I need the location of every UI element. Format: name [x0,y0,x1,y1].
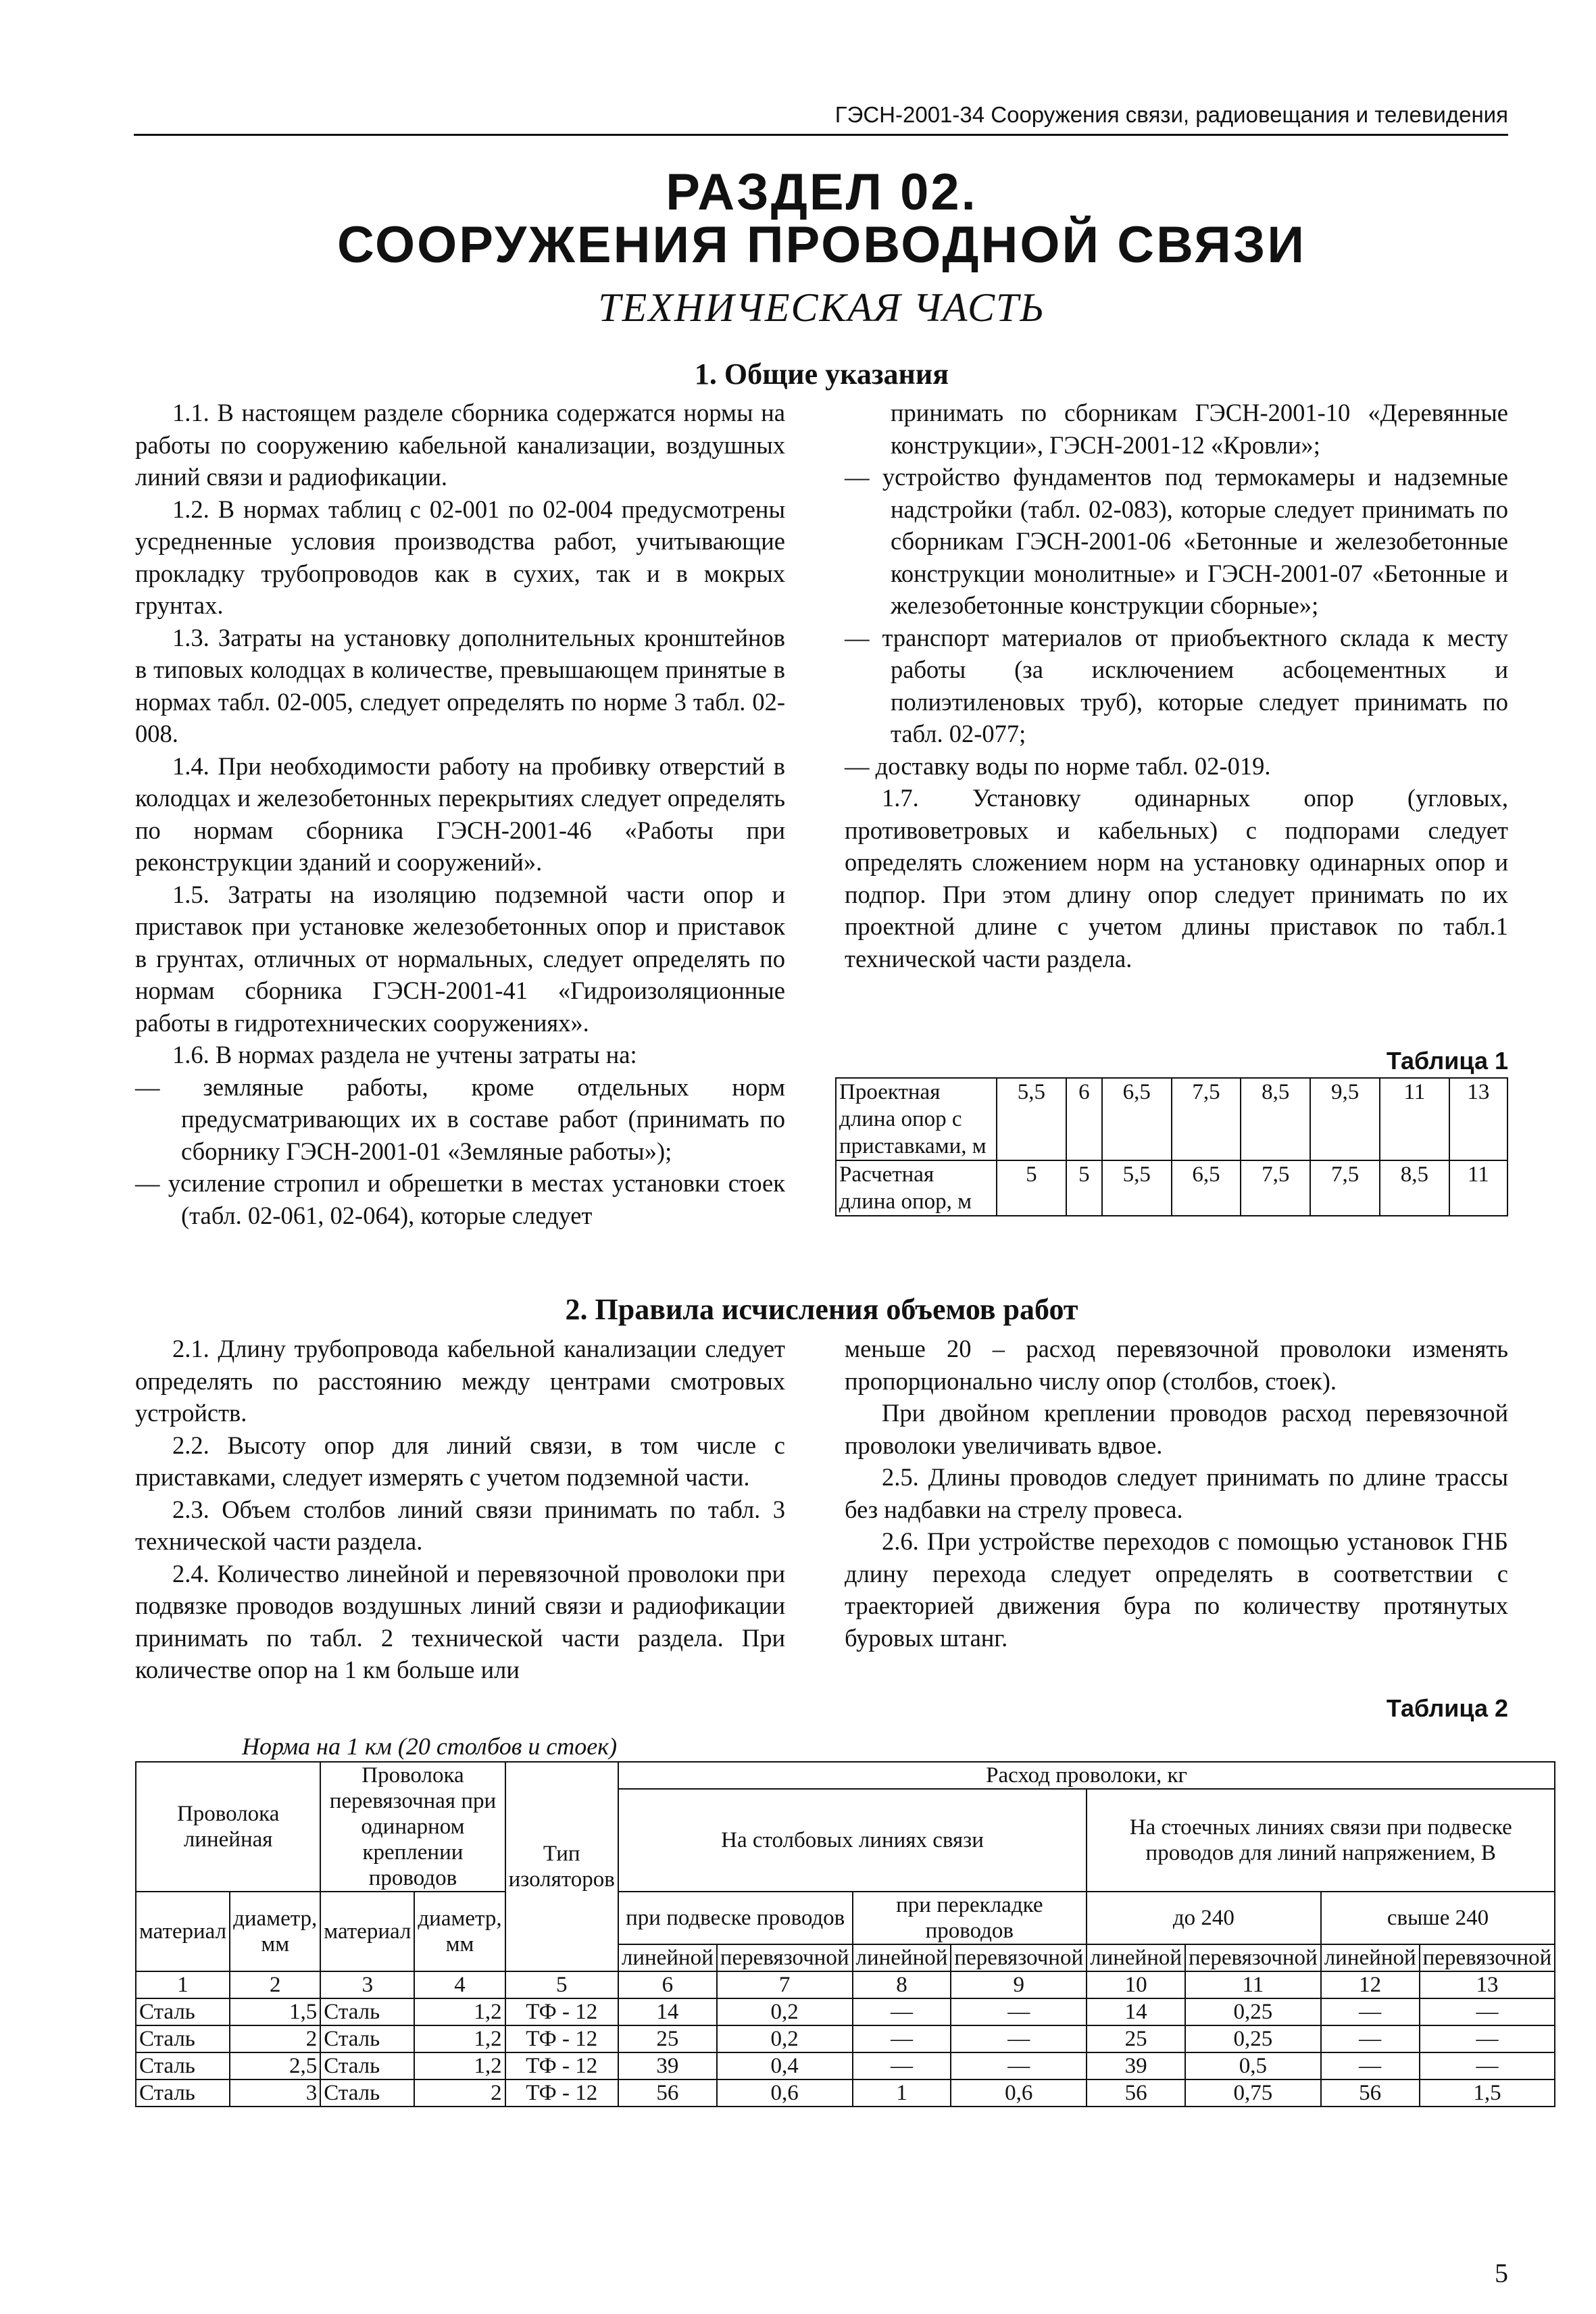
table-cell: 0,4 [717,2052,853,2079]
table-cell: 0,6 [717,2079,853,2107]
table-cell: 56 [1087,2079,1185,2107]
table-cell: Сталь [320,2025,414,2052]
table-cell: 0,75 [1185,2079,1321,2107]
table-cell: Сталь [320,2079,414,2107]
table1-cell: 5 [997,1160,1066,1216]
table-cell: 2 [230,2025,320,2052]
paragraph-1-7: 1.7. Установку одинарных опор (угловых, противоветровых и кабельных) с подпорами следует определять сложением норм на установку одинарных опор и подпор. При этом длину опор следует принимать по их проектной длине с учетом длины приставок по табл.1 технической части раздела. [845,784,1508,973]
table-cell: — [1321,1998,1420,2025]
table-cell: 14 [618,1998,717,2025]
table1-cell: 8,5 [1380,1160,1449,1216]
table-cell: 0,5 [1185,2052,1321,2079]
table-cell: 1,2 [414,2052,505,2079]
paragraph-2-4: 2.4. Количество линейной и перевязочной проволоки при подвязке проводов воздушных линий связи и радиофикации принимать по табл. 2 технической части раздела. При количестве опор на 1 км больше или [135,1559,785,1683]
table1-cell: 11 [1380,1078,1449,1160]
table-cell: — [951,2025,1087,2052]
table1-cell: 7,5 [1310,1160,1380,1216]
paragraph-2-4-double: При двойном креплении проводов расход перевязочной проволоки увеличивать вдвое. [845,1399,1508,1459]
header-linear-wire: Проволока линейная [136,1762,320,1892]
exclusion-transport: — транспорт материалов от приобъектного склада к месту работы (за исключением асбоцементных и полиэтиленовых труб), которые следует принимать по табл. 02-077; [845,623,1508,747]
column-number: 5 [505,1971,618,1998]
table-cell: Сталь [320,1998,414,2025]
paragraph-1-1: 1.1. В настоящем разделе сборника содержатся нормы на работы по сооружению кабельной канализации, воздушных линий связи и радиофикации. [135,399,785,491]
table-row [136,1998,1555,2025]
paragraph-1-2: 1.2. В нормах таблиц с 02-001 по 02-004 предусмотрены усредненные условия производства работ, учитывающие прокладку трубопроводов как в сухих, так и в мокрых грунтах. [135,495,785,619]
general-right-column [845,397,1508,975]
running-head: ГЭСН-2001-34 Сооружения связи, радиовещания и телевидения [134,100,1508,136]
table-cell: Сталь [320,2052,414,2079]
exclusion-earthworks: — земляные работы, кроме отдельных норм предусматривающих их в составе работ (принимать по сборнику ГЭСН-2001-01 «Земляные работы»); [135,1073,785,1165]
table2-header-row [136,1892,1555,1944]
table2 [135,1761,1555,2107]
paragraph-1-5: 1.5. Затраты на изоляцию подземной части опор и приставок при установке железобетонных опор и приставок в грунтах, отличных от нормальных, следует определять по нормам сборника ГЭСН-2001-41 «Гидроизоляционные работы в гидротехнических сооружениях». [135,880,785,1037]
table-cell: 0,6 [951,2079,1087,2107]
section-title-line2: СООРУЖЕНИЯ ПРОВОДНОЙ СВЯЗИ [337,216,1306,274]
table1-cell: 13 [1449,1078,1507,1160]
table1-row1-label: Проектная длина опор с приставками, м [836,1078,997,1160]
exclusion-rafters: — усиление стропил и обрешетки в местах установки стоек (табл. 02-061, 02-064), которые следует [135,1169,785,1229]
header-to-240: до 240 [1087,1892,1321,1944]
table-cell: Сталь [136,2052,230,2079]
column-number: 12 [1321,1971,1420,1998]
header-tie-wire: Проволока перевязочная при одинарном креплении проводов [320,1762,505,1892]
table-cell: 56 [618,2079,717,2107]
table-cell: 39 [618,2052,717,2079]
table-cell: — [951,1998,1087,2025]
header-tie: перевязочной [1185,1944,1321,1971]
column-number: 4 [414,1971,505,1998]
column-number: 6 [618,1971,717,1998]
table1-cell: 6,5 [1102,1078,1172,1160]
table1-caption: Таблица 1 [1386,1047,1508,1075]
table1-row2-label: Расчетная длина опор, м [836,1160,997,1216]
table1-cell: 7,5 [1241,1160,1310,1216]
table1-row [836,1078,1507,1160]
table1-cell: 7,5 [1172,1078,1241,1160]
table-cell: Сталь [136,2025,230,2052]
table1-cell: 8,5 [1241,1078,1310,1160]
table-cell: 0,2 [717,1998,853,2025]
rules-right-column [845,1333,1508,1654]
table2-column-numbers [136,1971,1555,1998]
header-linear: линейной [1087,1944,1185,1971]
page-number: 5 [1495,2258,1508,2288]
table-cell: 14 [1087,1998,1185,2025]
paragraph-1-3: 1.3. Затраты на установку дополнительных кронштейнов в типовых колодцах в количестве, превышающем принятые в нормах табл. 02-005, следует определять по норме 3 табл. 02-008. [135,623,785,747]
table-cell: ТФ - 12 [505,2079,618,2107]
header-insulator-type: Тип изоляторов [505,1762,618,1971]
table2-norm-caption: Норма на 1 км (20 столбов и стоек) [242,1731,620,1763]
table1-cell: 5,5 [997,1078,1066,1160]
table-cell: Сталь [136,2079,230,2107]
table-cell: 2 [414,2079,505,2107]
column-number: 13 [1420,1971,1555,1998]
table-cell: 0,25 [1185,2025,1321,2052]
table1-cell: 11 [1449,1160,1507,1216]
header-wire-consumption: Расход проволоки, кг [618,1762,1555,1789]
table1 [835,1077,1508,1216]
table-cell: 2,5 [230,2052,320,2079]
exclusion-rafters-continued: принимать по сборникам ГЭСН-2001-10 «Деревянные конструкции», ГЭСН-2001-12 «Кровли»; [891,399,1508,459]
table-cell: — [1420,2052,1555,2079]
table-row [136,2079,1555,2107]
general-left-column [135,397,785,1231]
table-cell: 25 [1087,2025,1185,2052]
header-linear: линейной [618,1944,717,1971]
table-cell: 0,25 [1185,1998,1321,2025]
column-number: 3 [320,1971,414,1998]
table2-caption: Таблица 2 [1386,1694,1508,1722]
exclusion-water: — доставку воды по норме табл. 02-019. [845,752,1271,780]
table-cell: ТФ - 12 [505,1998,618,2025]
column-number: 10 [1087,1971,1185,1998]
column-number: 9 [951,1971,1087,1998]
table1-cell: 5 [1066,1160,1102,1216]
header-tie: перевязочной [951,1944,1087,1971]
table-row [136,2025,1555,2052]
table2-header-row [136,1762,1555,1789]
column-number: 8 [853,1971,951,1998]
paragraph-2-1: 2.1. Длину трубопровода кабельной канализации следует определять по расстоянию между центрами смотровых устройств. [135,1335,785,1427]
header-rack-lines: На стоечных линиях связи при подвеске проводов для линий напряжением, В [1087,1789,1555,1892]
table-cell: — [1321,2025,1420,2052]
table1-cell: 6 [1066,1078,1102,1160]
header-tie: перевязочной [1420,1944,1555,1971]
header-material: материал [320,1892,414,1971]
table-cell: — [1420,1998,1555,2025]
table-cell: 1,5 [1420,2079,1555,2107]
table1-cell: 6,5 [1172,1160,1241,1216]
table-cell: 25 [618,2025,717,2052]
column-number: 7 [717,1971,853,1998]
table-cell: ТФ - 12 [505,2025,618,2052]
general-heading: 1. Общие указания [694,358,949,391]
paragraph-2-4-continued: меньше 20 – расход перевязочной проволоки изменять пропорционально числу опор (столбов, стоек). [845,1335,1508,1395]
rules-heading: 2. Правила исчисления объемов работ [565,1293,1078,1326]
table-cell: — [1321,2052,1420,2079]
header-material: материал [136,1892,230,1971]
column-number: 1 [136,1971,230,1998]
table1-row [836,1160,1507,1216]
section-subtitle: ТЕХНИЧЕСКАЯ ЧАСТЬ [598,285,1045,330]
table-cell: 1,2 [414,2025,505,2052]
header-diameter: диаметр, мм [230,1892,320,1971]
table-cell: — [853,1998,951,2025]
exclusion-foundations: — устройство фундаментов под термокамеры и надземные надстройки (табл. 02-083), которые следует принимать по сборникам ГЭСН-2001-06 «Бетонные и железобетонные конструкции монолитные» и ГЭСН-2001-07 «Бетонные и железобетонные конструкции сборные»; [845,463,1508,619]
table-cell: — [951,2052,1087,2079]
header-relaying: при перекладке проводов [853,1892,1087,1944]
header-linear: линейной [1321,1944,1420,1971]
table-cell: 39 [1087,2052,1185,2079]
paragraph-2-5: 2.5. Длины проводов следует принимать по длине трассы без надбавки на стрелу провеса. [845,1463,1508,1523]
paragraph-2-3: 2.3. Объем столбов линий связи принимать по табл. 3 технической части раздела. [135,1495,785,1555]
table-cell: 56 [1321,2079,1420,2107]
table2-body [136,1998,1555,2107]
header-tie: перевязочной [717,1944,853,1971]
paragraph-2-2: 2.2. Высоту опор для линий связи, в том числе с приставками, следует измерять с учетом подземной части. [135,1431,785,1491]
table-cell: — [853,2025,951,2052]
header-pole-lines: На столбовых линиях связи [618,1789,1087,1892]
table-cell: 1,5 [230,1998,320,2025]
column-number: 11 [1185,1971,1321,1998]
column-number: 2 [230,1971,320,1998]
header-over-240: свыше 240 [1321,1892,1555,1944]
paragraph-2-6: 2.6. При устройстве переходов с помощью установок ГНБ длину перехода следует определять в соответствии с траекторией движения бура по количеству протянутых буровых штанг. [845,1527,1508,1652]
paragraph-1-6: 1.6. В нормах раздела не учтены затраты на: [172,1041,637,1068]
table-cell: — [853,2052,951,2079]
table1-cell: 9,5 [1310,1078,1380,1160]
table-cell: ТФ - 12 [505,2052,618,2079]
table-cell: Сталь [136,1998,230,2025]
paragraph-1-4: 1.4. При необходимости работу на пробивку отверстий в колодцах и железобетонных перекрытиях следует определять по нормам сборника ГЭСН-2001-46 «Работы при реконструкции зданий и сооружений». [135,752,785,876]
section-title-line1: РАЗДЕЛ 02. [666,164,978,221]
table1-cell: 5,5 [1102,1160,1172,1216]
table-cell: 1 [853,2079,951,2107]
table-cell: — [1420,2025,1555,2052]
table-row [136,2052,1555,2079]
header-hanging: при подвеске проводов [618,1892,853,1944]
table-cell: 3 [230,2079,320,2107]
table-cell: 1,2 [414,1998,505,2025]
rules-left-column [135,1333,785,1686]
table-cell: 0,2 [717,2025,853,2052]
header-linear: линейной [853,1944,951,1971]
header-diameter: диаметр, мм [414,1892,505,1971]
